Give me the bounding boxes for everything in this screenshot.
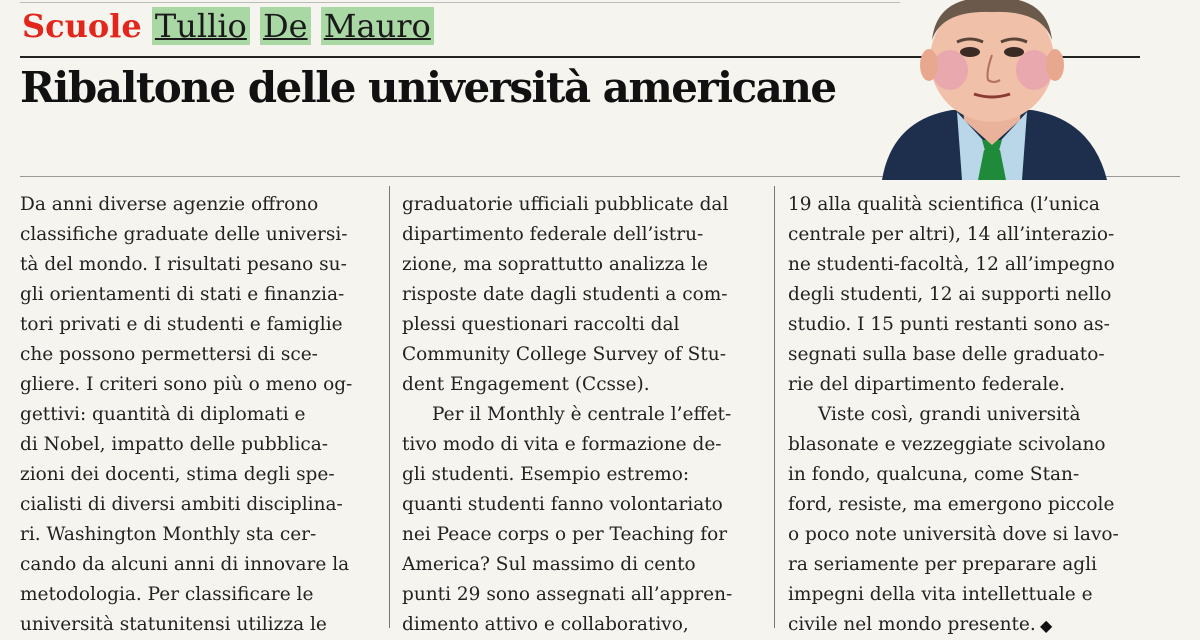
text-line: gli studenti. Esempio estremo: bbox=[402, 464, 690, 485]
text-line: gliere. I criteri sono più o meno og- bbox=[20, 374, 353, 395]
text-line: in fondo, qualcuna, come Stan- bbox=[788, 464, 1080, 485]
text-line: rie del dipartimento federale. bbox=[788, 374, 1066, 395]
text-line: blasonate e vezzeggiate scivolano bbox=[788, 434, 1106, 455]
author-portrait-icon bbox=[862, 0, 1122, 180]
article-column-2 bbox=[402, 190, 762, 640]
end-of-article-mark: ◆ bbox=[1040, 616, 1053, 635]
kicker bbox=[22, 6, 434, 46]
text-line: o poco note università dove si lavo- bbox=[788, 524, 1119, 545]
top-rule bbox=[20, 2, 900, 3]
text-line: cialisti di diversi ambiti disciplina- bbox=[20, 494, 343, 515]
article-column-3 bbox=[788, 190, 1168, 640]
text-line: dent Engagement (Ccsse). bbox=[402, 374, 650, 395]
text-line: punti 29 sono assegnati all’appren- bbox=[402, 584, 733, 605]
text-line: che possono permettersi di sce- bbox=[20, 344, 318, 365]
text-line: zione, ma soprattutto analizza le bbox=[402, 254, 708, 275]
text-line: tivo modo di vita e formazione de- bbox=[402, 434, 722, 455]
text-line: tà del mondo. I risultati pesano su- bbox=[20, 254, 347, 275]
author-middle-name: De bbox=[260, 7, 311, 45]
text-line: gettivi: quantità di diplomati e bbox=[20, 404, 306, 425]
text-line: cando da alcuni anni di innovare la bbox=[20, 554, 350, 575]
text-line: Community College Survey of Stu- bbox=[402, 344, 726, 365]
column-divider-2 bbox=[774, 186, 775, 628]
text-line: degli studenti, 12 ai supporti nello bbox=[788, 284, 1112, 305]
text-line: ne studenti-facoltà, 12 all’impegno bbox=[788, 254, 1115, 275]
text-line: civile nel mondo presente. bbox=[788, 614, 1036, 635]
text-line: studio. I 15 punti restanti sono as- bbox=[788, 314, 1110, 335]
text-line: classifiche graduate delle universi- bbox=[20, 224, 348, 245]
text-line: ri. Washington Monthly sta cer- bbox=[20, 524, 317, 545]
text-line: di Nobel, impatto delle pubblica- bbox=[20, 434, 329, 455]
text-line: America? Sul massimo di cento bbox=[402, 554, 696, 575]
headline: Ribaltone delle università americane bbox=[20, 63, 836, 112]
text-line: dimento attivo e collaborativo, bbox=[402, 614, 689, 635]
text-line: centrale per altri), 14 all’interazio- bbox=[788, 224, 1115, 245]
author-first-name: Tullio bbox=[152, 7, 250, 45]
text-line: risposte date dagli studenti a com- bbox=[402, 284, 728, 305]
text-line: ra seriamente per preparare agli bbox=[788, 554, 1097, 575]
text-line: dipartimento federale dell’istru- bbox=[402, 224, 704, 245]
text-line: segnati sulla base delle graduato- bbox=[788, 344, 1105, 365]
text-line: nei Peace corps o per Teaching for bbox=[402, 524, 728, 545]
text-line: metodologia. Per classificare le bbox=[20, 584, 314, 605]
text-line: Da anni diverse agenzie offrono bbox=[20, 194, 319, 215]
author-last-name: Mauro bbox=[321, 7, 434, 45]
text-line: plessi questionari raccolti dal bbox=[402, 314, 680, 335]
section-label: Scuole bbox=[22, 7, 142, 45]
text-line: ford, resiste, ma emergono piccole bbox=[788, 494, 1115, 515]
text-line: Viste così, grandi università bbox=[818, 404, 1081, 425]
text-line: quanti studenti fanno volontariato bbox=[402, 494, 723, 515]
text-line: università statunitensi utilizza le bbox=[20, 614, 327, 635]
text-line: graduatorie ufficiali pubblicate dal bbox=[402, 194, 729, 215]
text-line: impegni della vita intellettuale e bbox=[788, 584, 1093, 605]
column-divider-1 bbox=[389, 186, 390, 628]
text-line: Per il Monthly è centrale l’effet- bbox=[432, 404, 732, 425]
text-line: 19 alla qualità scientifica (l’unica bbox=[788, 194, 1100, 215]
text-line: gli orientamenti di stati e finanzia- bbox=[20, 284, 345, 305]
article-column-1 bbox=[20, 190, 380, 640]
text-line: tori privati e di studenti e famiglie bbox=[20, 314, 343, 335]
text-line: zioni dei docenti, stima degli spe- bbox=[20, 464, 335, 485]
